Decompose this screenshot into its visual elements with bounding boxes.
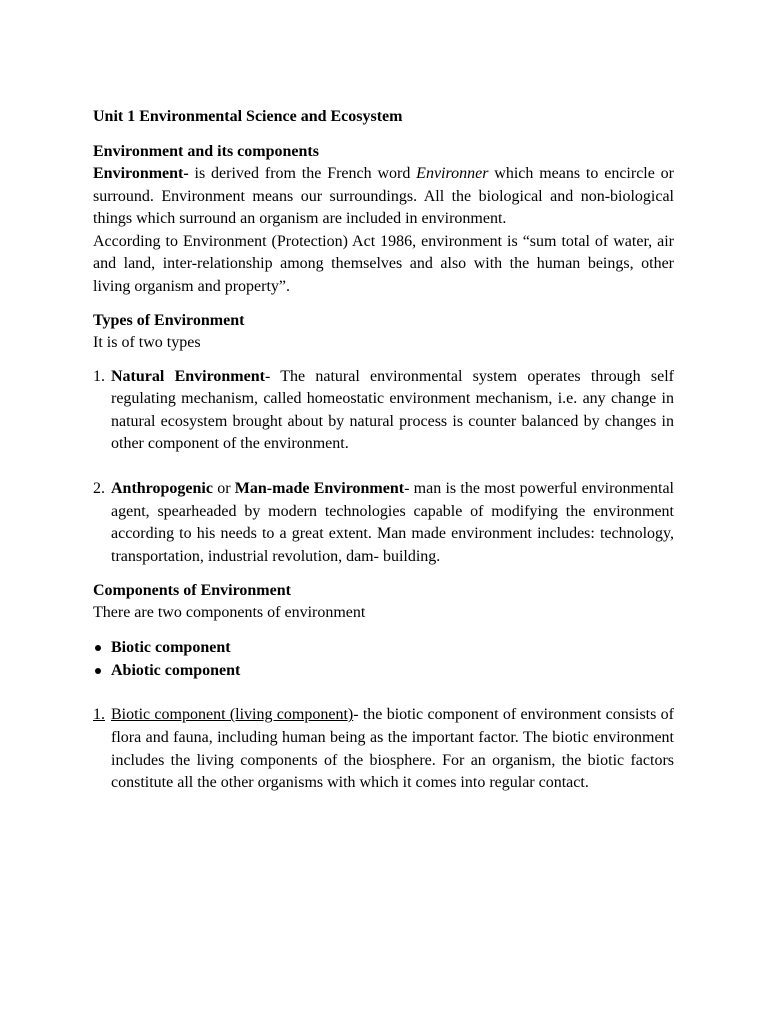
french-word: Environner (416, 165, 489, 182)
document-page (93, 106, 674, 795)
biotic-number: 1. (93, 706, 105, 724)
environment-definition-text-1: is derived from the French word (188, 165, 417, 182)
document-title: Unit 1 Environmental Science and Ecosystem (93, 108, 403, 125)
section-heading-environment-components: Environment and its components (93, 143, 319, 160)
components-list (93, 636, 674, 682)
list-item (93, 636, 674, 659)
bullet-icon (95, 645, 101, 651)
type-term-natural: Natural Environment (111, 367, 265, 385)
type-term-man-made: Man-made Environment (234, 479, 405, 497)
types-intro: It is of two types (93, 333, 201, 351)
components-intro: There are two components of environment (93, 604, 366, 622)
type-text-anthropogenic: - man is the most powerful environmental agent, spearheaded by modern technologies capable of modifying the environment according to his needs to a great extent. Man made environment includes: technology, transportation, industrial revolution, dam- building. (111, 479, 674, 565)
biotic-term: Biotic component (living component) (111, 706, 354, 724)
type-text-natural: - The natural environmental system operates through self regulating mechanism, called homeostatic environment mechanism, i.e. any change in natural ecosystem brought about by natural process is counter balanced by changes in other component of the environment. (111, 367, 674, 453)
biotic-text: - the biotic component of environment consists of flora and fauna, including human being as the important factor. The biotic environment includes the living components of the biosphere. For an organism, the biotic factors constitute all the other organisms with which it comes into regular contact. (111, 706, 674, 792)
components-heading: Components of Environment (93, 582, 291, 600)
type-connector: or (212, 479, 235, 497)
type-number: 2. (93, 479, 105, 497)
type-term-anthropogenic: Anthropogenic (111, 479, 213, 497)
environment-definition-text-2: which means to encircle or surround. Environment means our surroundings. All the biological and non-biological things which surround an organism are included in environment. (93, 165, 675, 228)
type-item-anthropogenic (93, 478, 674, 568)
type-item-natural (93, 366, 674, 456)
list-item (93, 659, 674, 682)
type-number: 1. (93, 367, 105, 385)
bullet-icon (95, 668, 101, 674)
types-heading: Types of Environment (93, 311, 245, 329)
environment-term: Environment- (93, 165, 189, 182)
component-label: Biotic component (111, 639, 231, 657)
environment-definition-paragraph (93, 163, 674, 231)
component-label: Abiotic component (111, 662, 241, 680)
protection-act-paragraph: According to Environment (Protection) Act 1986, environment is “sum total of water, air and land, inter-relationship among themselves and also with the human beings, other living organism and property”. (93, 232, 674, 295)
biotic-component-item (93, 704, 674, 794)
